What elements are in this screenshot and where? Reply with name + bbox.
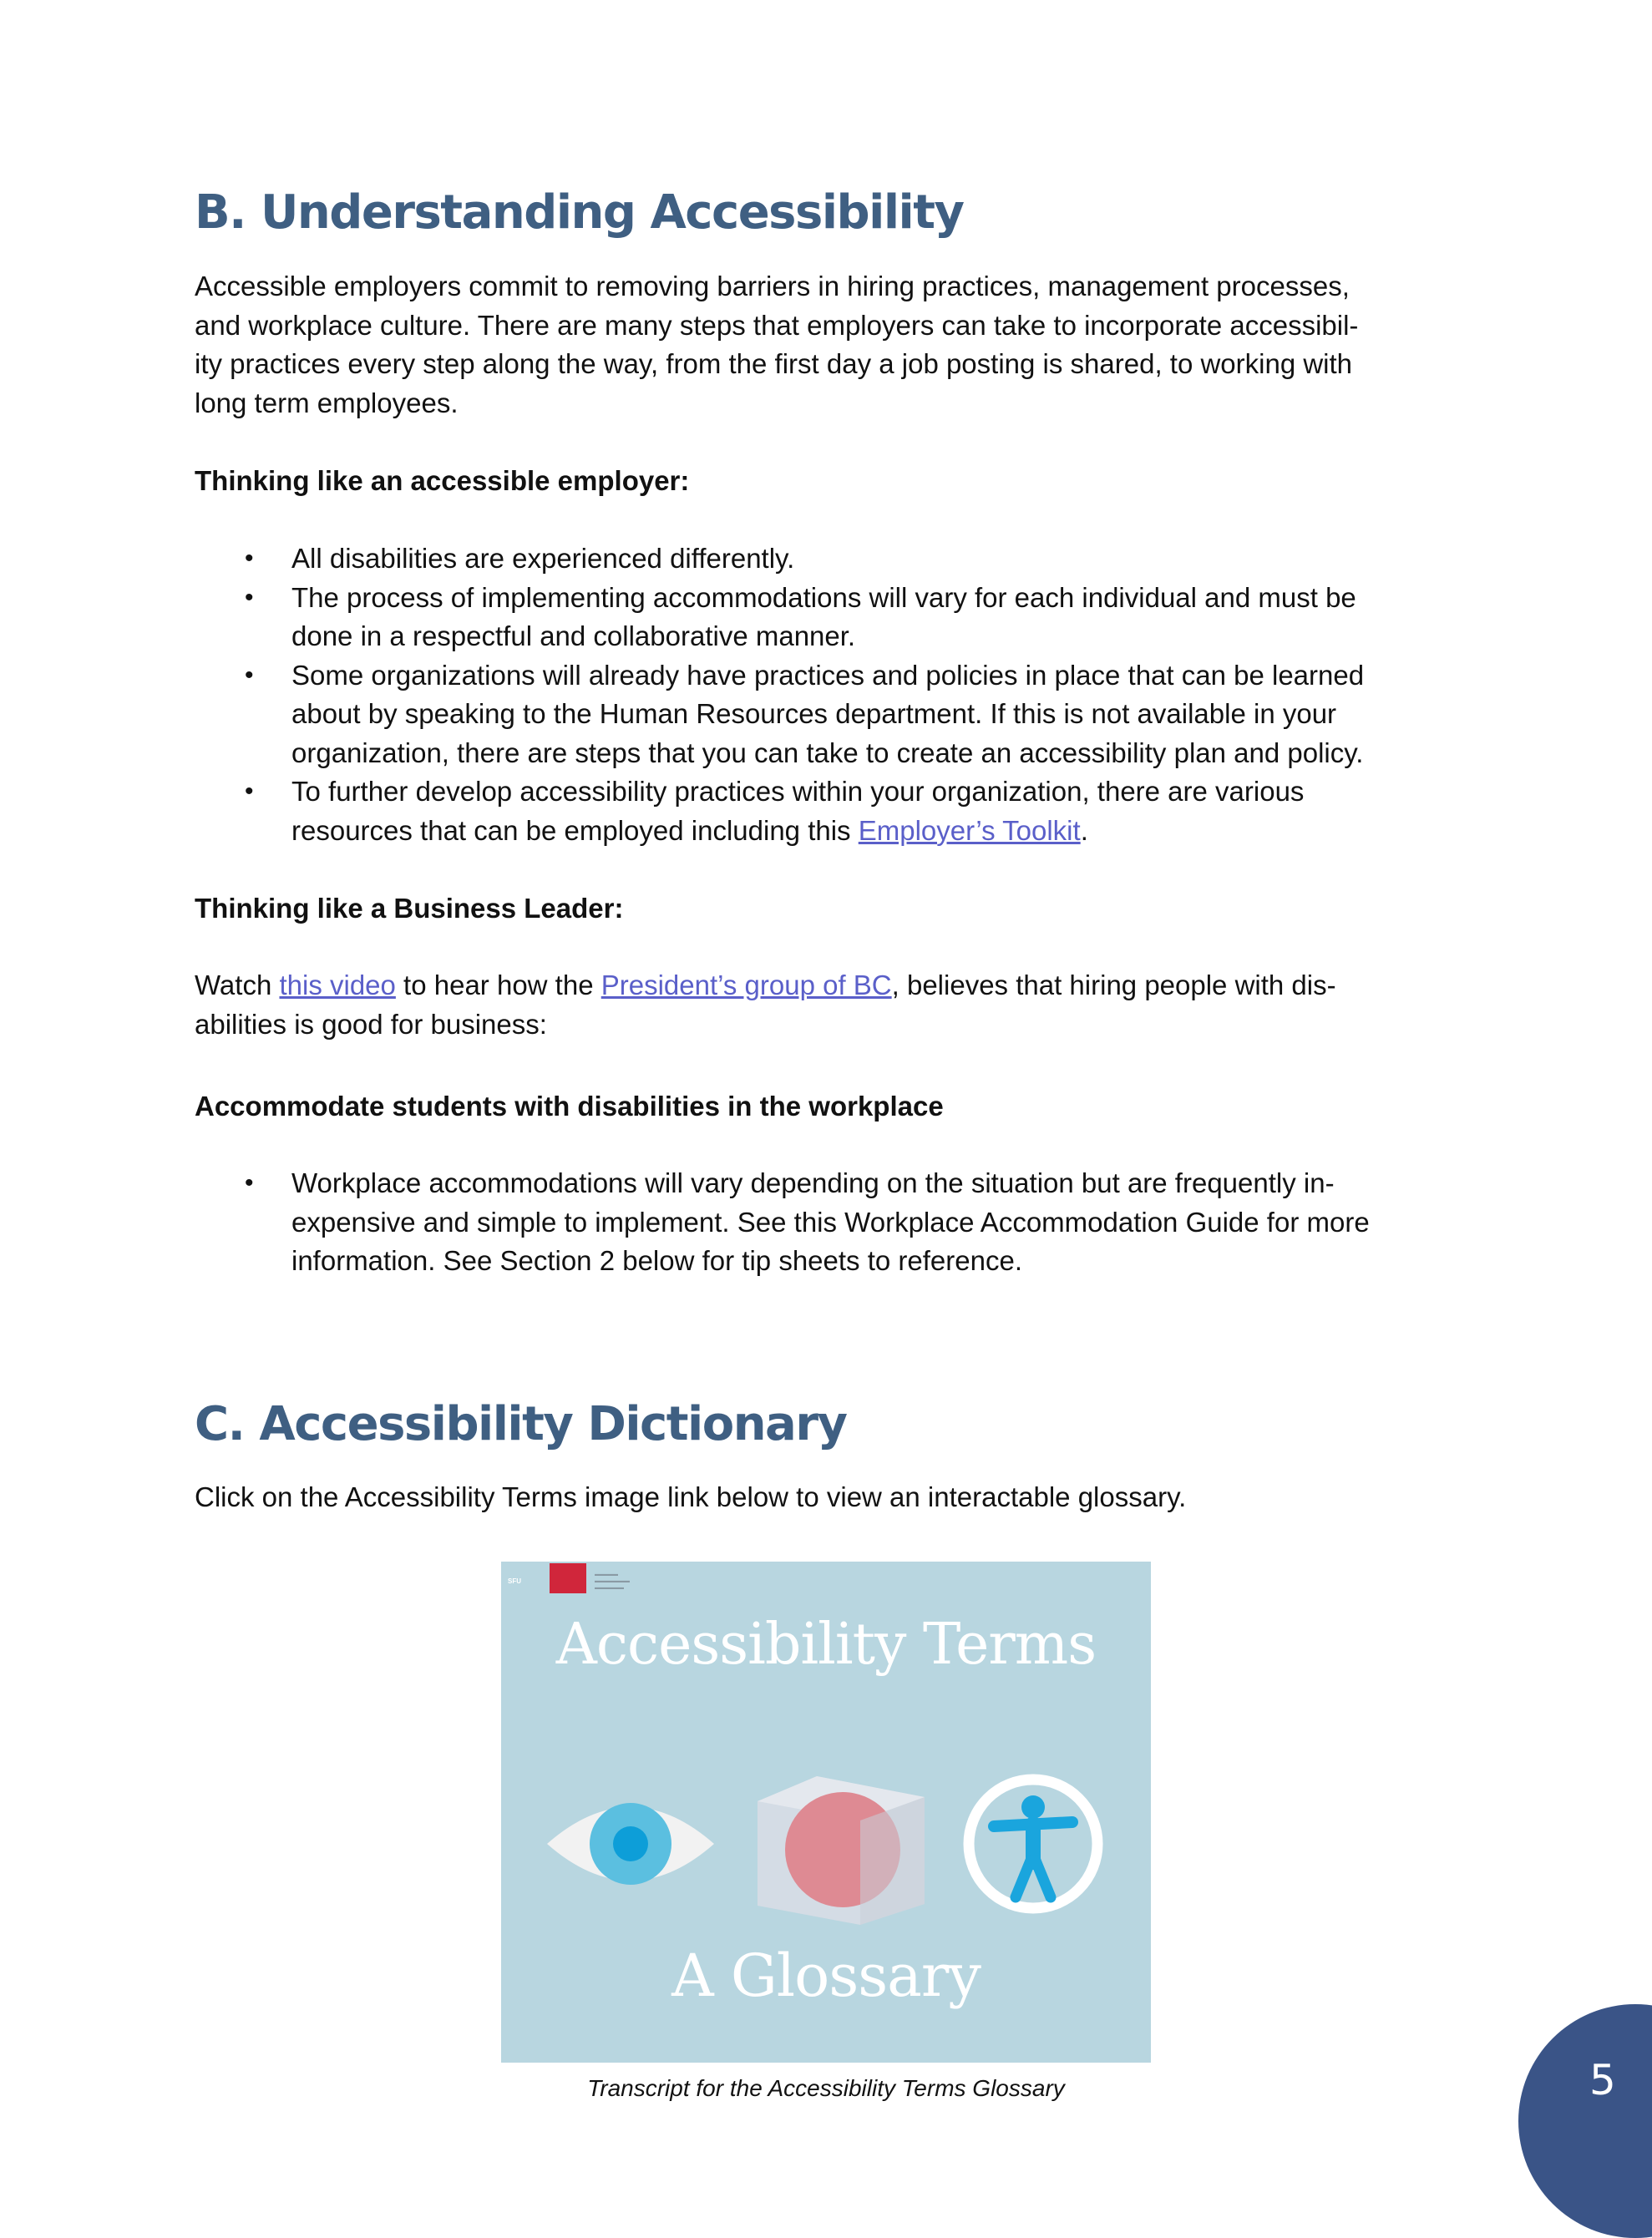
leader-prefix: Watch bbox=[195, 970, 280, 1000]
bullet-icon: • bbox=[245, 661, 254, 689]
leader-line bbox=[195, 966, 1464, 1005]
list-item bbox=[195, 579, 1464, 656]
section-c-heading: C. Accessibility Dictionary bbox=[195, 1397, 847, 1451]
bullet-icon: • bbox=[245, 1169, 254, 1197]
section-b-heading: B. Understanding Accessibility bbox=[195, 185, 964, 240]
glossary-icons bbox=[501, 1737, 1151, 1954]
accommodate-bullet-list bbox=[195, 1164, 1464, 1281]
list-item-text: Workplace accommodations will vary depending on the situation but are frequently in- bbox=[291, 1167, 1335, 1198]
intro-line: and workplace culture. There are many steps that employers can take to incorporate accessibil- bbox=[195, 309, 1359, 341]
page-number-badge bbox=[1518, 2004, 1652, 2238]
leader-suffix: , believes that hiring people with dis- bbox=[891, 970, 1336, 1000]
sfu-logo bbox=[550, 1563, 586, 1593]
glossary-title: Accessibility Terms bbox=[555, 1612, 1097, 1678]
section-c-intro: Click on the Accessibility Terms image link below to view an interactable glossary. bbox=[195, 1481, 1187, 1512]
cube-icon bbox=[758, 1776, 925, 1925]
bullet-icon: • bbox=[245, 777, 254, 805]
list-item-text: about by speaking to the Human Resources department. If this is not available in your bbox=[291, 698, 1337, 729]
leader-line: abilities is good for business: bbox=[195, 1008, 547, 1040]
leader-paragraph bbox=[195, 966, 1464, 1044]
logo-text: SFU ▬▬▬▬ ▬▬▬▬▬▬ ▬▬▬▬▬ bbox=[508, 1572, 630, 1591]
accessibility-person-icon bbox=[969, 1780, 1097, 1908]
list-item-text: All disabilities are experienced differently. bbox=[291, 543, 795, 574]
page-number: 5 bbox=[1589, 2056, 1616, 2104]
list-item-text: organization, there are steps that you can take to create an accessibility plan and policy. bbox=[291, 737, 1364, 768]
intro-line: long term employees. bbox=[195, 387, 459, 418]
toolkit-suffix: . bbox=[1080, 814, 1088, 846]
eye-icon bbox=[547, 1803, 714, 1885]
accessibility-terms-image-link[interactable] bbox=[501, 1562, 1151, 2063]
intro-line: Accessible employers commit to removing barriers in hiring practices, management processes, bbox=[195, 271, 1350, 301]
employers-toolkit-link[interactable]: Employer’s Toolkit bbox=[858, 814, 1081, 846]
section-b-intro bbox=[195, 267, 1464, 423]
list-item bbox=[195, 539, 1464, 579]
list-item-text: expensive and simple to implement. See this Workplace Accommodation Guide for more bbox=[291, 1206, 1370, 1238]
glossary-subtitle: A Glossary bbox=[671, 1942, 981, 2010]
bullet-icon: • bbox=[245, 583, 254, 611]
bullet-icon: • bbox=[245, 544, 254, 572]
employer-subheading: Thinking like an accessible employer: bbox=[195, 465, 690, 496]
list-item bbox=[195, 656, 1464, 773]
this-video-link[interactable]: this video bbox=[279, 970, 396, 1000]
intro-line: ity practices every step along the way, from the first day a job posting is shared, to working with bbox=[195, 348, 1353, 379]
list-item bbox=[195, 772, 1464, 850]
list-item bbox=[195, 1164, 1464, 1281]
leader-subheading: Thinking like a Business Leader: bbox=[195, 893, 624, 924]
accommodate-subheading: Accommodate students with disabilities in the workplace bbox=[195, 1091, 944, 1122]
list-item-text bbox=[291, 812, 1464, 851]
leader-middle: to hear how the bbox=[395, 970, 601, 1000]
presidents-group-link[interactable]: President’s group of BC bbox=[600, 970, 892, 1000]
employer-bullet-list bbox=[195, 539, 1464, 850]
list-item-text: Some organizations will already have practices and policies in place that can be learned bbox=[291, 659, 1365, 691]
list-item-text: The process of implementing accommodations will vary for each individual and must be bbox=[291, 581, 1356, 613]
toolkit-prefix: resources that can be employed including this bbox=[291, 814, 859, 846]
list-item-text: done in a respectful and collaborative manner. bbox=[291, 620, 856, 651]
list-item-text: information. See Section 2 below for tip sheets to reference. bbox=[291, 1245, 1022, 1276]
glossary-transcript-caption[interactable]: Transcript for the Accessibility Terms Glossary bbox=[587, 2075, 1065, 2101]
list-item-text: To further develop accessibility practices within your organization, there are various bbox=[291, 776, 1305, 807]
logo-text-label: SFU bbox=[508, 1577, 521, 1585]
